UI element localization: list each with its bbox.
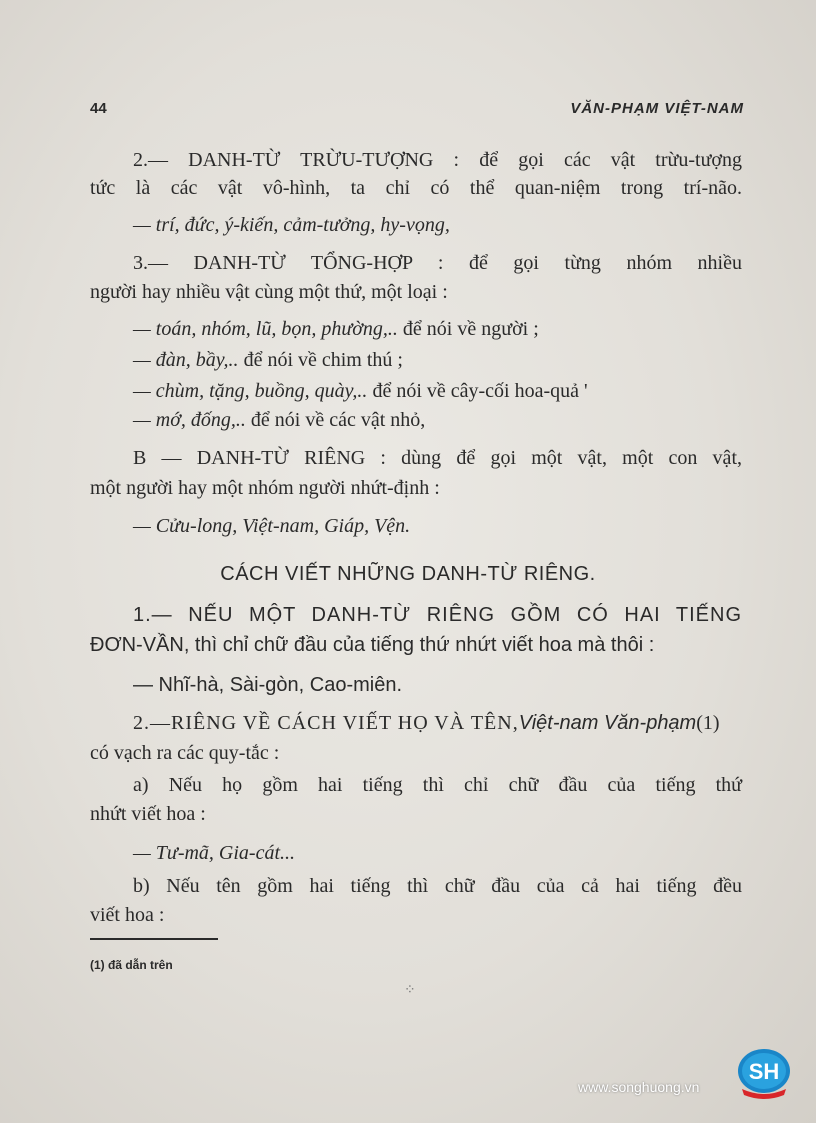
example-plant-groups: — chùm, tặng, buồng, quày,.. để nói về cây-cối hoa-quả ' [133, 380, 588, 402]
paragraph-collective-noun-line1: 3.— DANH-TỪ TỔNG-HỢP : để gọi từng nhóm nhiều [133, 252, 742, 274]
page-speck: ⁘ [404, 983, 416, 998]
rule-2-line1: 2.—RIÊNG VỀ CÁCH VIẾT HỌ VÀ TÊN,Việt-nam Văn-phạm(1) [133, 712, 720, 734]
example-small-thing-groups: — mớ, đống,.. để nói về các vật nhỏ, [133, 409, 426, 431]
logo-text: SH [748, 1059, 780, 1084]
example-single-syllable-names: — Nhĩ-hà, Sài-gòn, Cao-miên. [133, 674, 403, 696]
paragraph-abstract-noun-line1: 2.— DANH-TỪ TRỪU-TƯỢNG : để gọi các vật trừu-tượng [133, 149, 742, 171]
rule-2a-line2: nhứt viết hoa : [90, 803, 206, 825]
paragraph-collective-noun-line2: người hay nhiều vật cùng một thứ, một loại : [90, 281, 448, 303]
paragraph-proper-noun-line2: một người hay một nhóm người nhứt-định : [90, 477, 440, 499]
rule-2b-line2: viết hoa : [90, 904, 165, 926]
rule-2-line2: có vạch ra các quy-tắc : [90, 742, 280, 764]
running-title: VĂN-PHẠM VIỆT-NAM [570, 100, 744, 117]
paragraph-proper-noun-line1: B — DANH-TỪ RIÊNG : dùng để gọi một vật, một con vật, [133, 447, 742, 469]
footnote-divider [90, 938, 218, 940]
rule-2a-line1: a) Nếu họ gồm hai tiếng thì chỉ chữ đầu của tiếng thứ [133, 774, 742, 796]
example-family-names: — Tư-mã, Gia-cát... [133, 842, 296, 864]
paragraph-abstract-noun-line2: tức là các vật vô-hình, ta chỉ có thể quan-niệm trong trí-não. [90, 177, 742, 199]
watermark-url: www.songhuong.vn [578, 1079, 700, 1095]
page-number: 44 [90, 100, 107, 117]
example-abstract-nouns: — trí, đức, ý-kiến, cảm-tưởng, hy-vọng, [133, 214, 450, 236]
example-animal-groups: — đàn, bầy,.. để nói về chim thú ; [133, 349, 403, 371]
rule-2b-line1: b) Nếu tên gồm hai tiếng thì chữ đầu của cả hai tiếng đều [133, 875, 742, 897]
section-heading: CÁCH VIẾT NHỮNG DANH-TỪ RIÊNG. [220, 563, 596, 585]
songhuong-logo-icon [732, 1045, 796, 1101]
rule-1-line1: 1.— NẾU MỘT DANH-TỪ RIÊNG GỒM CÓ HAI TIẾNG [133, 604, 742, 626]
example-proper-nouns: — Cửu-long, Việt-nam, Giáp, Vện. [133, 515, 411, 537]
example-people-groups: — toán, nhóm, lũ, bọn, phường,.. để nói về người ; [133, 318, 539, 340]
footnote: (1) đã dẫn trên [90, 958, 173, 972]
rule-1-line2: ĐƠN-VẦN, thì chỉ chữ đầu của tiếng thứ nhứt viết hoa mà thôi : [90, 634, 655, 656]
